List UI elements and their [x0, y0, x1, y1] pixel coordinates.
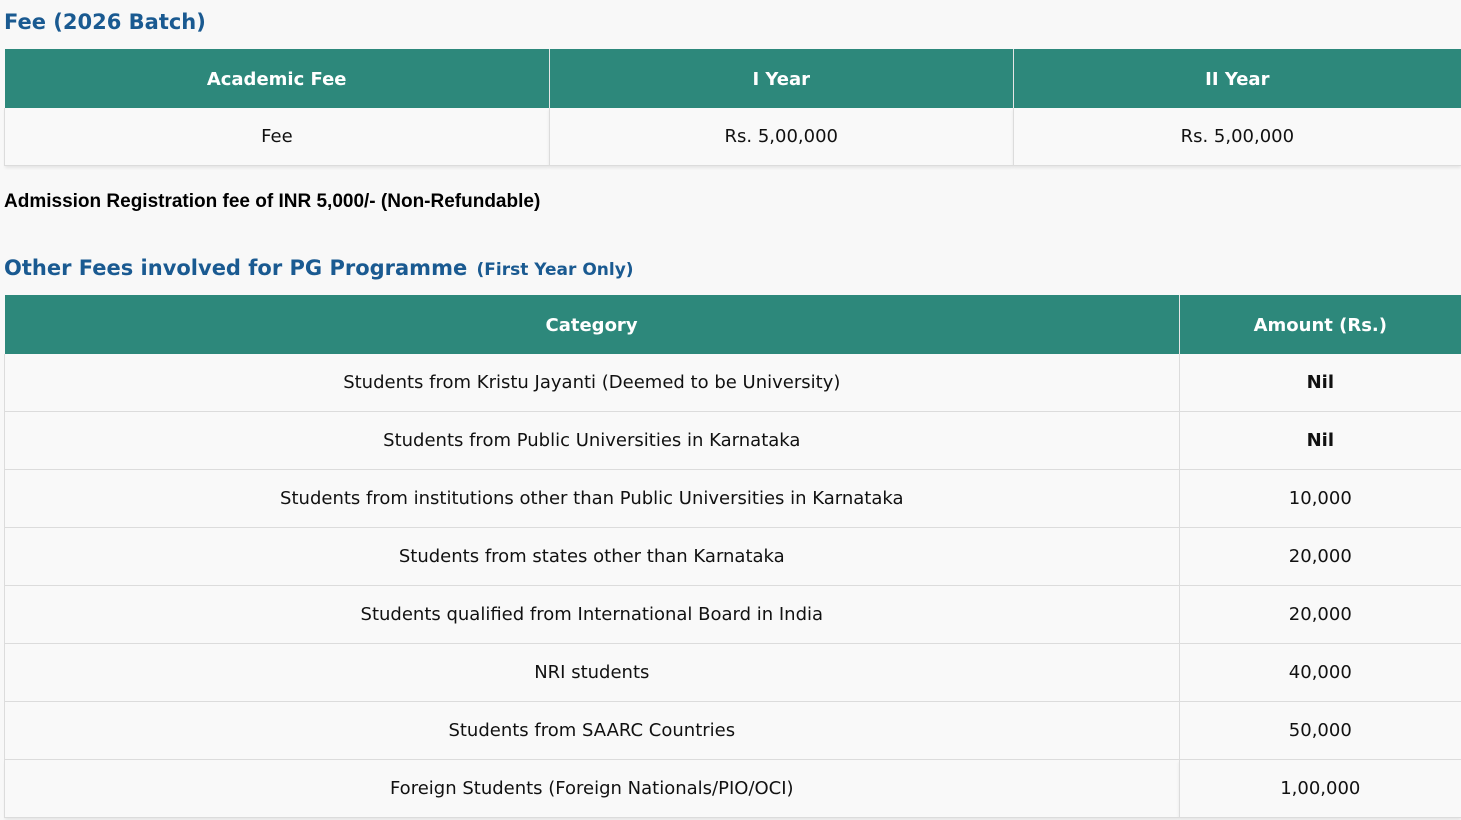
other-fees-table [4, 295, 1461, 818]
fee-label-cell: Fee [5, 108, 550, 166]
other-fees-title-text: Other Fees involved for PG Programme [4, 256, 468, 280]
category-cell: Students from Kristu Jayanti (Deemed to be University) [5, 354, 1180, 412]
amount-cell: Nil [1179, 412, 1461, 470]
header-ii-year: II Year [1013, 50, 1461, 109]
table-row [5, 586, 1461, 644]
category-cell: Students from institutions other than Public Universities in Karnataka [5, 470, 1180, 528]
other-fees-header-row [5, 296, 1461, 355]
table-row [5, 702, 1461, 760]
registration-fee-note: Admission Registration fee of INR 5,000/- (Non-Refundable) [4, 191, 541, 212]
fee-table [4, 49, 1461, 166]
amount-cell: 20,000 [1179, 528, 1461, 586]
table-row [5, 760, 1461, 818]
table-row [5, 412, 1461, 470]
fee-table-header-row [5, 50, 1461, 109]
table-row [5, 108, 1461, 166]
header-i-year: I Year [549, 50, 1013, 109]
amount-cell: 20,000 [1179, 586, 1461, 644]
other-fees-subtitle: (First Year Only) [476, 260, 634, 280]
fee-year1-cell: Rs. 5,00,000 [549, 108, 1013, 166]
other-fees-title [4, 258, 634, 279]
category-cell: NRI students [5, 644, 1180, 702]
header-academic-fee: Academic Fee [5, 50, 550, 109]
amount-cell: 10,000 [1179, 470, 1461, 528]
fee-year2-cell: Rs. 5,00,000 [1013, 108, 1461, 166]
amount-cell: 40,000 [1179, 644, 1461, 702]
table-row [5, 644, 1461, 702]
amount-cell: Nil [1179, 354, 1461, 412]
category-cell: Students from Public Universities in Karnataka [5, 412, 1180, 470]
table-row [5, 470, 1461, 528]
fee-section-title: Fee (2026 Batch) [4, 10, 206, 34]
amount-cell: 50,000 [1179, 702, 1461, 760]
header-category: Category [5, 296, 1180, 355]
table-row [5, 354, 1461, 412]
category-cell: Students from SAARC Countries [5, 702, 1180, 760]
header-amount: Amount (Rs.) [1179, 296, 1461, 355]
table-row [5, 528, 1461, 586]
category-cell: Foreign Students (Foreign Nationals/PIO/OCI) [5, 760, 1180, 818]
category-cell: Students from states other than Karnataka [5, 528, 1180, 586]
category-cell: Students qualified from International Board in India [5, 586, 1180, 644]
amount-cell: 1,00,000 [1179, 760, 1461, 818]
